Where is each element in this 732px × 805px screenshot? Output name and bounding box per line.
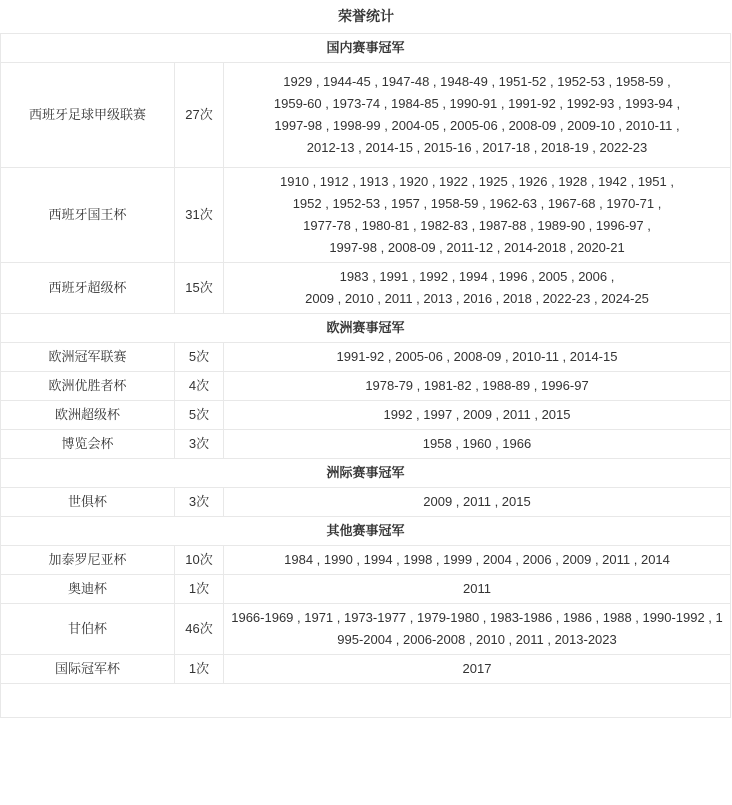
years-cell: 1958 , 1960 , 1966: [224, 430, 731, 459]
years-cell: 1984 , 1990 , 1994 , 1998 , 1999 , 2004 , 2006 , 2009 , 2011 , 2014: [224, 546, 731, 575]
years-line: 1977-78 , 1980-81 , 1982-83 , 1987-88 , 1989-90 , 1996-97 ,: [303, 218, 651, 233]
years-cell: [224, 63, 731, 168]
years-cell: [224, 263, 731, 314]
competition-name-cell: 欧洲超级杯: [1, 401, 175, 430]
count-cell: 10次: [175, 546, 224, 575]
section-header-european: 欧洲赛事冠军: [1, 314, 731, 343]
years-line: 1959-60 , 1973-74 , 1984-85 , 1990-91 , 1991-92 , 1992-93 , 1993-94 ,: [273, 96, 681, 111]
competition-name-cell: 西班牙超级杯: [1, 263, 175, 314]
competition-name-cell: 甘伯杯: [1, 604, 175, 655]
competition-name-cell: 西班牙足球甲级联赛: [1, 63, 175, 168]
competition-name-cell: 国际冠军杯: [1, 655, 175, 684]
years-cell: 1992 , 1997 , 2009 , 2011 , 2015: [224, 401, 731, 430]
row-club-world-cup: [1, 488, 731, 517]
count-cell: 3次: [175, 488, 224, 517]
years-line: 1929 , 1944-45 , 1947-48 , 1948-49 , 1951-52 , 1952-53 , 1958-59 ,: [283, 74, 671, 89]
count-cell: 1次: [175, 655, 224, 684]
years-cell: [224, 168, 731, 263]
competition-name-cell: 西班牙国王杯: [1, 168, 175, 263]
years-line: 2009 , 2010 , 2011 , 2013 , 2016 , 2018 , 2022-23 , 2024-25: [305, 291, 649, 306]
years-line: 2012-13 , 2014-15 , 2015-16 , 2017-18 , 2018-19 , 2022-23: [306, 140, 648, 155]
section-header-row: [1, 34, 731, 63]
years-cell: 2009 , 2011 , 2015: [224, 488, 731, 517]
competition-name-cell: 加泰罗尼亚杯: [1, 546, 175, 575]
row-laliga: [1, 63, 731, 168]
count-cell: 15次: [175, 263, 224, 314]
section-header-row: [1, 459, 731, 488]
years-line: 1910 , 1912 , 1913 , 1920 , 1922 , 1925 , 1926 , 1928 , 1942 , 1951 ,: [280, 174, 674, 189]
page-title: 荣誉统计: [338, 8, 394, 24]
empty-cell: [1, 684, 731, 718]
count-cell: 5次: [175, 343, 224, 372]
years-cell: 2017: [224, 655, 731, 684]
row-fairs-cup: [1, 430, 731, 459]
count-cell: 31次: [175, 168, 224, 263]
section-header-other: 其他赛事冠军: [1, 517, 731, 546]
row-cup-winners-cup: [1, 372, 731, 401]
row-icc: [1, 655, 731, 684]
count-cell: 46次: [175, 604, 224, 655]
row-copa-del-rey: [1, 168, 731, 263]
row-catalonia-cup: [1, 546, 731, 575]
years-cell: 1978-79 , 1981-82 , 1988-89 , 1996-97: [224, 372, 731, 401]
row-uefa-supercup: [1, 401, 731, 430]
section-header-row: [1, 314, 731, 343]
section-header-row: [1, 517, 731, 546]
section-header-domestic: 国内赛事冠军: [1, 34, 731, 63]
row-audi-cup: [1, 575, 731, 604]
row-gamper-cup: [1, 604, 731, 655]
row-ucl: [1, 343, 731, 372]
competition-name-cell: 欧洲优胜者杯: [1, 372, 175, 401]
honors-table: [0, 33, 731, 718]
section-header-intercontinental: 洲际赛事冠军: [1, 459, 731, 488]
years-cell: 1966-1969 , 1971 , 1973-1977 , 1979-1980 , 1983-1986 , 1986 , 1988 , 1990-1992 , 1995-2004 , 2006-2008 , 2010 , 2011 , 2013-2023: [224, 604, 731, 655]
years-line: 1997-98 , 1998-99 , 2004-05 , 2005-06 , 2008-09 , 2009-10 , 2010-11 ,: [274, 118, 680, 133]
years-line: 1952 , 1952-53 , 1957 , 1958-59 , 1962-63 , 1967-68 , 1970-71 ,: [292, 196, 662, 211]
competition-name-cell: 博览会杯: [1, 430, 175, 459]
count-cell: 1次: [175, 575, 224, 604]
row-spanish-supercup: [1, 263, 731, 314]
count-cell: 5次: [175, 401, 224, 430]
competition-name-cell: 世俱杯: [1, 488, 175, 517]
years-line: 1983 , 1991 , 1992 , 1994 , 1996 , 2005 , 2006 ,: [339, 269, 615, 284]
years-line: 1997-98 , 2008-09 , 2011-12 , 2014-2018 , 2020-21: [329, 240, 625, 255]
years-cell: 1991-92 , 2005-06 , 2008-09 , 2010-11 , 2014-15: [224, 343, 731, 372]
competition-name-cell: 奥迪杯: [1, 575, 175, 604]
count-cell: 4次: [175, 372, 224, 401]
count-cell: 3次: [175, 430, 224, 459]
count-cell: 27次: [175, 63, 224, 168]
years-cell: 2011: [224, 575, 731, 604]
empty-footer-row: [1, 684, 731, 718]
competition-name-cell: 欧洲冠军联赛: [1, 343, 175, 372]
